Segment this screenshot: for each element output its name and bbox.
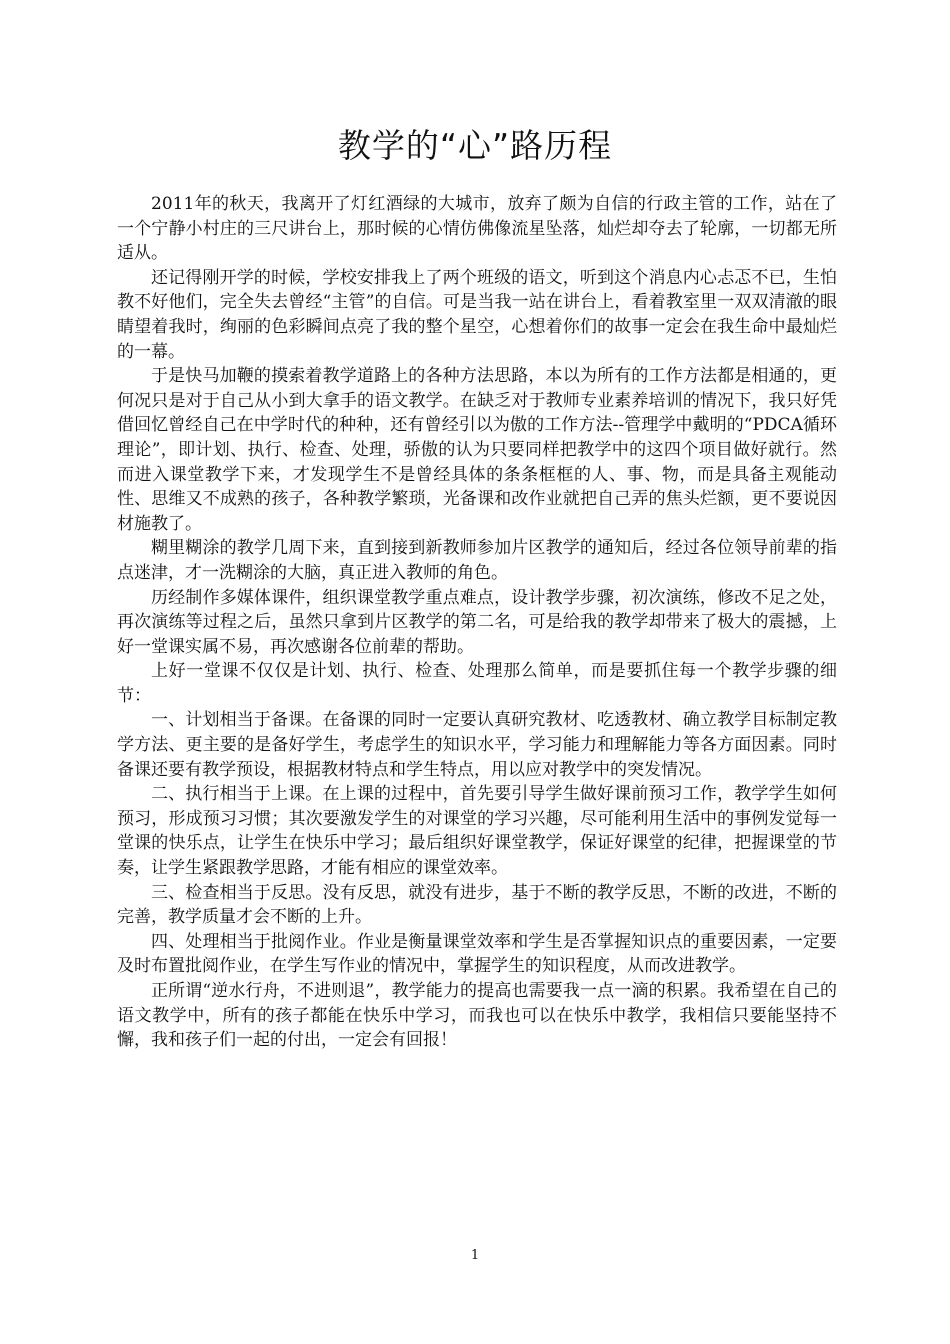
paragraph: 正所谓“逆水行舟，不进则退”，教学能力的提高也需要我一点一滴的积累。我希望在自己的语文教学中，所有的孩子都能在快乐中学习，而我也可以在快乐中教学，我相信只要能坚持不懈，我和孩子们一起的付出，一定会有回报！	[117, 981, 837, 1051]
paragraph: 历经制作多媒体课件，组织课堂教学重点难点，设计教学步骤，初次演练，修改不足之处，再次演练等过程之后，虽然只拿到片区教学的第二名，可是给我的教学却带来了极大的震撼，上好一堂课实属不易，再次感谢各位前辈的帮助。	[117, 587, 837, 657]
paragraph: 四、处理相当于批阅作业。作业是衡量课堂效率和学生是否掌握知识点的重要因素，一定要及时布置批阅作业，在学生写作业的情况中，掌握学生的知识程度，从而改进教学。	[117, 931, 837, 977]
paragraph: 于是快马加鞭的摸索着教学道路上的各种方法思路，本以为所有的工作方法都是相通的，更何况只是对于自己从小到大拿手的语文教学。在缺乏对于教师专业素养培训的情况下，我只好凭借回忆曾经自己在中学时代的种种，还有曾经引以为傲的工作方法--管理学中戴明的“PDCA循环理论”，即计划、执行、检查、处理，骄傲的认为只要同样把教学中的这四个项目做好就行。然而进入课堂教学下来，才发现学生不是曾经具体的条条框框的人、事、物，而是具备主观能动性、思维又不成熟的孩子，各种教学繁琐，光备课和改作业就把自己弄的焦头烂额，更不要说因材施教了。	[117, 366, 837, 534]
paragraph: 一、计划相当于备课。在备课的同时一定要认真研究教材、吃透教材、确立教学目标制定教学方法、更主要的是备好学生，考虑学生的知识水平，学习能力和理解能力等各方面因素。同时备课还要有教学预设，根据教材特点和学生特点，用以应对教学中的突发情况。	[117, 710, 837, 780]
paragraph: 上好一堂课不仅仅是计划、执行、检查、处理那么简单，而是要抓住每一个教学步骤的细节：	[117, 661, 837, 706]
document-body	[117, 192, 837, 1053]
paragraph: 三、检查相当于反思。没有反思，就没有进步，基于不断的教学反思，不断的改进，不断的完善，教学质量才会不断的上升。	[117, 882, 837, 928]
paragraph: 还记得刚开学的时候，学校安排我上了两个班级的语文，听到这个消息内心忐忑不已，生怕教不好他们，完全失去曾经“主管”的自信。可是当我一站在讲台上，看着教室里一双双清澈的眼睛望着我时，绚丽的色彩瞬间点亮了我的整个星空，心想着你们的故事一定会在我生命中最灿烂的一幕。	[117, 267, 837, 362]
page-title: 教学的“心”路历程	[337, 126, 613, 165]
paragraph: 糊里糊涂的教学几周下来，直到接到新教师参加片区教学的通知后，经过各位领导前辈的指点迷津，才一洗糊涂的大脑，真正进入教师的角色。	[117, 538, 837, 583]
paragraph: 2011年的秋天，我离开了灯红酒绿的大城市，放弃了颇为自信的行政主管的工作，站在了一个宁静小村庄的三尺讲台上，那时候的心情仿佛像流星坠落，灿烂却夺去了轮廓，一切都无所适从。	[117, 194, 837, 264]
page-number: 1	[470, 1248, 480, 1263]
paragraph: 二、执行相当于上课。在上课的过程中，首先要引导学生做好课前预习工作，教学学生如何预习，形成预习习惯；其次要激发学生的对课堂的学习兴趣，尽可能利用生活中的事例发觉每一堂课的快乐点，让学生在快乐中学习；最后组织好课堂教学，保证好课堂的纪律，把握课堂的节奏，让学生紧跟教学思路，才能有相应的课堂效率。	[117, 784, 837, 879]
